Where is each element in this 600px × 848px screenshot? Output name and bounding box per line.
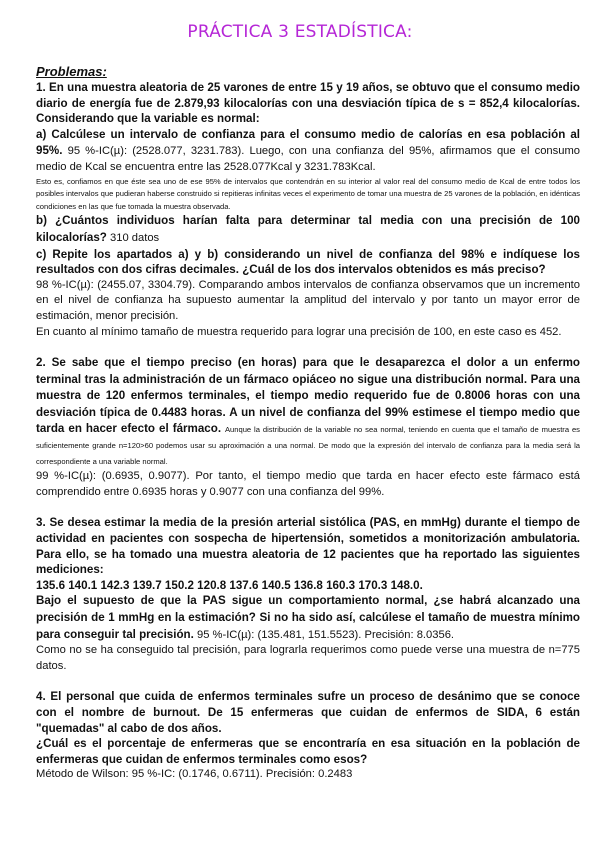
- problem-1c-answer-2: En cuanto al mínimo tamaño de muestra requerido para lograr una precisión de 100, en este caso es 452.: [36, 325, 562, 338]
- problem-3-question-block: [36, 593, 580, 643]
- problem-1-statement: 1. En una muestra aleatoria de 25 varones de entre 15 y 19 años, se obtuvo que el consumo medio diario de energía fue de 2.879,93 kilocalorías con una desviación típica de s = 852,4 kilocalorías. Considerando que la variable es normal:: [36, 81, 580, 126]
- problem-3-measurements: 135.6 140.1 142.3 139.7 150.2 120.8 137.6 140.5 136.8 160.3 170.3 148.0.: [36, 578, 423, 592]
- problem-3-answer-2: Como no se ha conseguido tal precisión, para lograrla requerimos como puede verse una muestra de n=775 datos.: [36, 644, 580, 672]
- problem-1b: [36, 213, 580, 246]
- problem-3-statement: 3. Se desea estimar la media de la presión arterial sistólica (PAS, en mmHg) durante el tiempo de actividad en pacientes con sospecha de hipertensión, sometidos a monitorización ambulatoria. Para ello, se ha tomado una muestra aleatoria de 12 pacientes que ha reportado las siguientes mediciones:: [36, 516, 580, 577]
- problem-1a-answer: 95 %-IC(µ): (2528.077, 3231.783). Luego, con una confianza del 95%, afirmamos que el consumo medio de Kcal se encuentra entre las 2528.077Kcal y 3231.783Kcal.: [36, 145, 581, 173]
- problem-2-answer: 99 %-IC(µ): (0.6935, 0.9077). Por tanto, el tiempo medio que tarda en hacer efecto este fármaco está comprendido entre 0.6935 horas y 0.9077 con una confianza del 99%.: [36, 470, 580, 498]
- problem-4-statement: 4. El personal que cuida de enfermos terminales sufre un proceso de desánimo que se conoce con el nombre de burnout. De 15 enfermeras que cuidan de enfermos de SIDA, 6 están "quemadas" al cabo de dos años.: [36, 690, 580, 735]
- problem-2-note: Aunque la distribución de la variable no sea normal, teniendo en cuenta que el tamaño de muestra es suficientemente grande n=120>60 podemos usar su aproximación a una normal. De modo que la expresión del intervalo de confianza para la media será la correspondiente a una variable normal.: [36, 425, 580, 466]
- section-heading: Problemas:: [36, 64, 107, 79]
- document-body: [36, 64, 580, 783]
- problem-2: [36, 355, 580, 469]
- problem-1a: [36, 127, 580, 176]
- problem-4-question: ¿Cuál es el porcentaje de enfermeras que se encontraría en esa situación en la población de enfermeras que cuidan de enfermos terminales como esos?: [36, 737, 580, 766]
- problem-1b-question: b) ¿Cuántos individuos harían falta para determinar tal media con una precisión de 100 kilocalorías?: [36, 214, 580, 244]
- problem-1a-note: Esto es, confiamos en que éste sea uno de ese 95% de intervalos que contendrán en su interior al valor real del consumo medio de Kcal de entre todos los posibles intervalos que pudieran haberse construido si repitieras infinitas veces el experimento de tomar una muestra de 25 varones de la población, en idénticas condiciones en las que fue tomada la muestra observada.: [36, 176, 580, 211]
- problem-1c-answer: 98 %-IC(µ): (2455.07, 3304.79). Comparando ambos intervalos de confianza observamos que un incremento en el nivel de confianza ha supuesto aumentar la amplitud del intervalo y por tanto un mayor error de estimación, menor precisión.: [36, 278, 580, 322]
- problem-4-answer: Método de Wilson: 95 %-IC: (0.1746, 0.6711). Precisión: 0.2483: [36, 768, 353, 781]
- problem-3-answer: 95 %-IC(µ): (135.481, 151.5523). Precisión: 8.0356.: [196, 628, 455, 641]
- problem-3-question: Bajo el supuesto de que la PAS sigue un comportamiento normal, ¿se habrá alcanzado una precisión de 1 mmHg en la estimación? Si no ha sido así, calcúlese el tamaño de muestra mínimo para conseguir tal precisión.: [36, 594, 580, 641]
- problem-1b-answer: 310 datos: [110, 231, 160, 244]
- page-title: PRÁCTICA 3 ESTADÍSTICA:: [187, 22, 413, 42]
- problem-1c-question: c) Repite los apartados a) y b) considerando un nivel de confianza del 98% e indíquese los resultados con dos cifras decimales. ¿Cuál de los dos intervalos obtenidos es más preciso?: [36, 247, 580, 277]
- problem-2-statement: 2. Se sabe que el tiempo preciso (en horas) para que le desaparezca el dolor a un enfermo terminal tras la administración de un fármaco opiáceo no sigue una distribución normal. Para una muestra de 120 enfermos terminales, el tiempo medio requerido fue de 0.8006 horas con una desviación típica de 0.4483 horas. A un nivel de confianza del 99% estimese el tiempo medio que tarda en hacer efecto el fármaco.: [36, 356, 580, 436]
- problem-1a-question: a) Calcúlese un intervalo de confianza para el consumo medio de calorías en esa población al 95%.: [36, 127, 580, 158]
